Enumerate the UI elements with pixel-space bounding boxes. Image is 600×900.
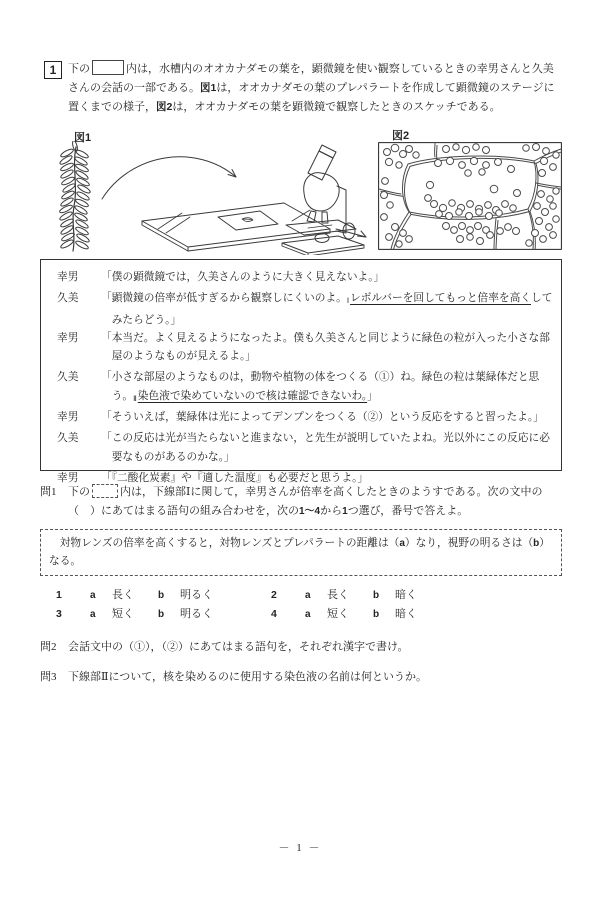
chloroplasts: [381, 144, 560, 248]
speech-text: 「この反応は光が当たらないと進まない，と先生が説明していたよね。光以外にこの反応に必要なものがあるのかな。」: [101, 432, 550, 463]
figure1-illustration: [46, 141, 368, 255]
problem-1-label: 問1: [40, 486, 57, 498]
speaker-name: 久美: [57, 432, 79, 445]
underline-marker-1: Ⅰ: [346, 296, 350, 306]
conversation-row: [57, 408, 555, 429]
intro-text: 下の: [68, 63, 90, 75]
problem-3-text: 下線部Ⅱについて，核を染めるのに使用する染色液の名前は何というか。: [68, 671, 428, 683]
speech-text: 「そういえば，葉緑体は光によってデンプンをつくる（②）という反応をすると習ったよ。」: [101, 411, 544, 424]
option-3: 3 a 短く b 明るく: [56, 605, 271, 624]
speaker-name: 幸男: [57, 471, 79, 484]
fig1-reference: 図1: [200, 82, 217, 94]
speaker-name: 久美: [57, 292, 79, 305]
figure1-label: 図1: [74, 132, 92, 144]
speech-text: 「小さな部屋のようなものは，動物や植物の体をつくる（①）ね。緑色の粒は葉緑体だと思う。Ⅱ染色液で染めていないので核は確認できないわ。」: [101, 371, 540, 403]
statement-box: 対物レンズの倍率を高くすると，対物レンズとプレパラートの距離は（a）なり，視野の明るさは（b）なる。: [40, 529, 562, 576]
option-number: 2: [271, 589, 277, 601]
option-number: 4: [271, 608, 277, 620]
problem-2-label: 問2: [40, 641, 57, 653]
dashed-blank-box-icon: [92, 484, 118, 498]
question-number-box: 1: [44, 61, 62, 79]
underline-marker-2: Ⅱ: [133, 393, 137, 403]
figure2-cell-sketch: [378, 142, 562, 250]
intro-text: 内は，水槽内のオオカナダモの葉を，顕微鏡を使い観察しているときの幸男さんと久美さんの会話の一部である。: [68, 63, 554, 94]
fig2-reference: 図2: [156, 101, 173, 113]
conversation-row: [57, 368, 555, 408]
underlined-text-1: レボルバーを回してもっと倍率を高く: [350, 292, 531, 305]
glass-slide-drawing: [142, 203, 330, 251]
options-grid: [56, 586, 486, 624]
problem-1-text: 下の 内は，下線部Ⅰに関して，幸男さんが倍率を高くしたときのようすである。次の文中の（ ）にあてはまる語句の組み合わせを，次の1～4から1つ選び，番号で答えよ。: [68, 486, 543, 517]
microscope-drawing: [282, 145, 364, 255]
speech-text: 「本当だ。よく見えるようになったよ。僕も久美さんと同じように緑色の粒が入った小さな部屋のようなものが見えるよ。」: [101, 331, 550, 363]
intro-text: は，オオカナダモの葉を顕微鏡で観察したときのスケッチである。: [172, 101, 501, 113]
problem-2: [40, 638, 562, 657]
underlined-text-2: 染色液で染めていないので核は確認できないわ。: [137, 389, 368, 402]
curved-arrow-icon: [102, 157, 236, 199]
page-number: － 1 －: [278, 842, 322, 854]
option-1: 1 a 長く b 明るく: [56, 586, 271, 605]
right-arrow-icon: [336, 229, 366, 237]
speech-text: 「『二酸化炭素』や『適した温度』も必要だと思うよ。」: [101, 471, 369, 484]
conversation-row: [57, 329, 555, 369]
speaker-name: 幸男: [57, 411, 79, 424]
speaker-name: 幸男: [57, 271, 79, 283]
figure2-label: 図2: [392, 130, 410, 142]
problem-1: [40, 483, 562, 521]
conversation-row: [57, 429, 555, 469]
option-2: 2 a 長く b 暗く: [271, 586, 486, 605]
conversation-row: [57, 268, 555, 289]
speaker-name: 幸男: [57, 331, 79, 344]
problem-3: [40, 668, 562, 687]
problem-3-label: 問3: [40, 671, 57, 683]
conversation-row: [57, 289, 555, 329]
option-number: 3: [56, 608, 62, 620]
problem-2-text: 会話文中の（①），（②）にあてはまる語句を，それぞれ漢字で書け。: [68, 641, 409, 653]
speech-text: 「顕微鏡の倍率が低すぎるから観察しにくいのよ。Ⅰレボルバーを回してもっと倍率を高くしてみたらどう。」: [101, 292, 553, 326]
conversation-box: [40, 259, 562, 484]
intro-paragraph: [68, 60, 562, 117]
option-4: 4 a 短く b 暗く: [271, 605, 486, 624]
option-number: 1: [56, 589, 62, 601]
speech-text: 「僕の顕微鏡では，久美さんのように大きく見えないよ。」: [101, 271, 385, 283]
speaker-name: 久美: [57, 371, 79, 384]
waterweed-plant-drawing: [59, 141, 92, 251]
intro-text: は，オオカナダモの葉のプレパラートを作成して顕微鏡のステージに置くまでの様子，: [68, 82, 555, 113]
blank-box-icon: [92, 60, 124, 75]
